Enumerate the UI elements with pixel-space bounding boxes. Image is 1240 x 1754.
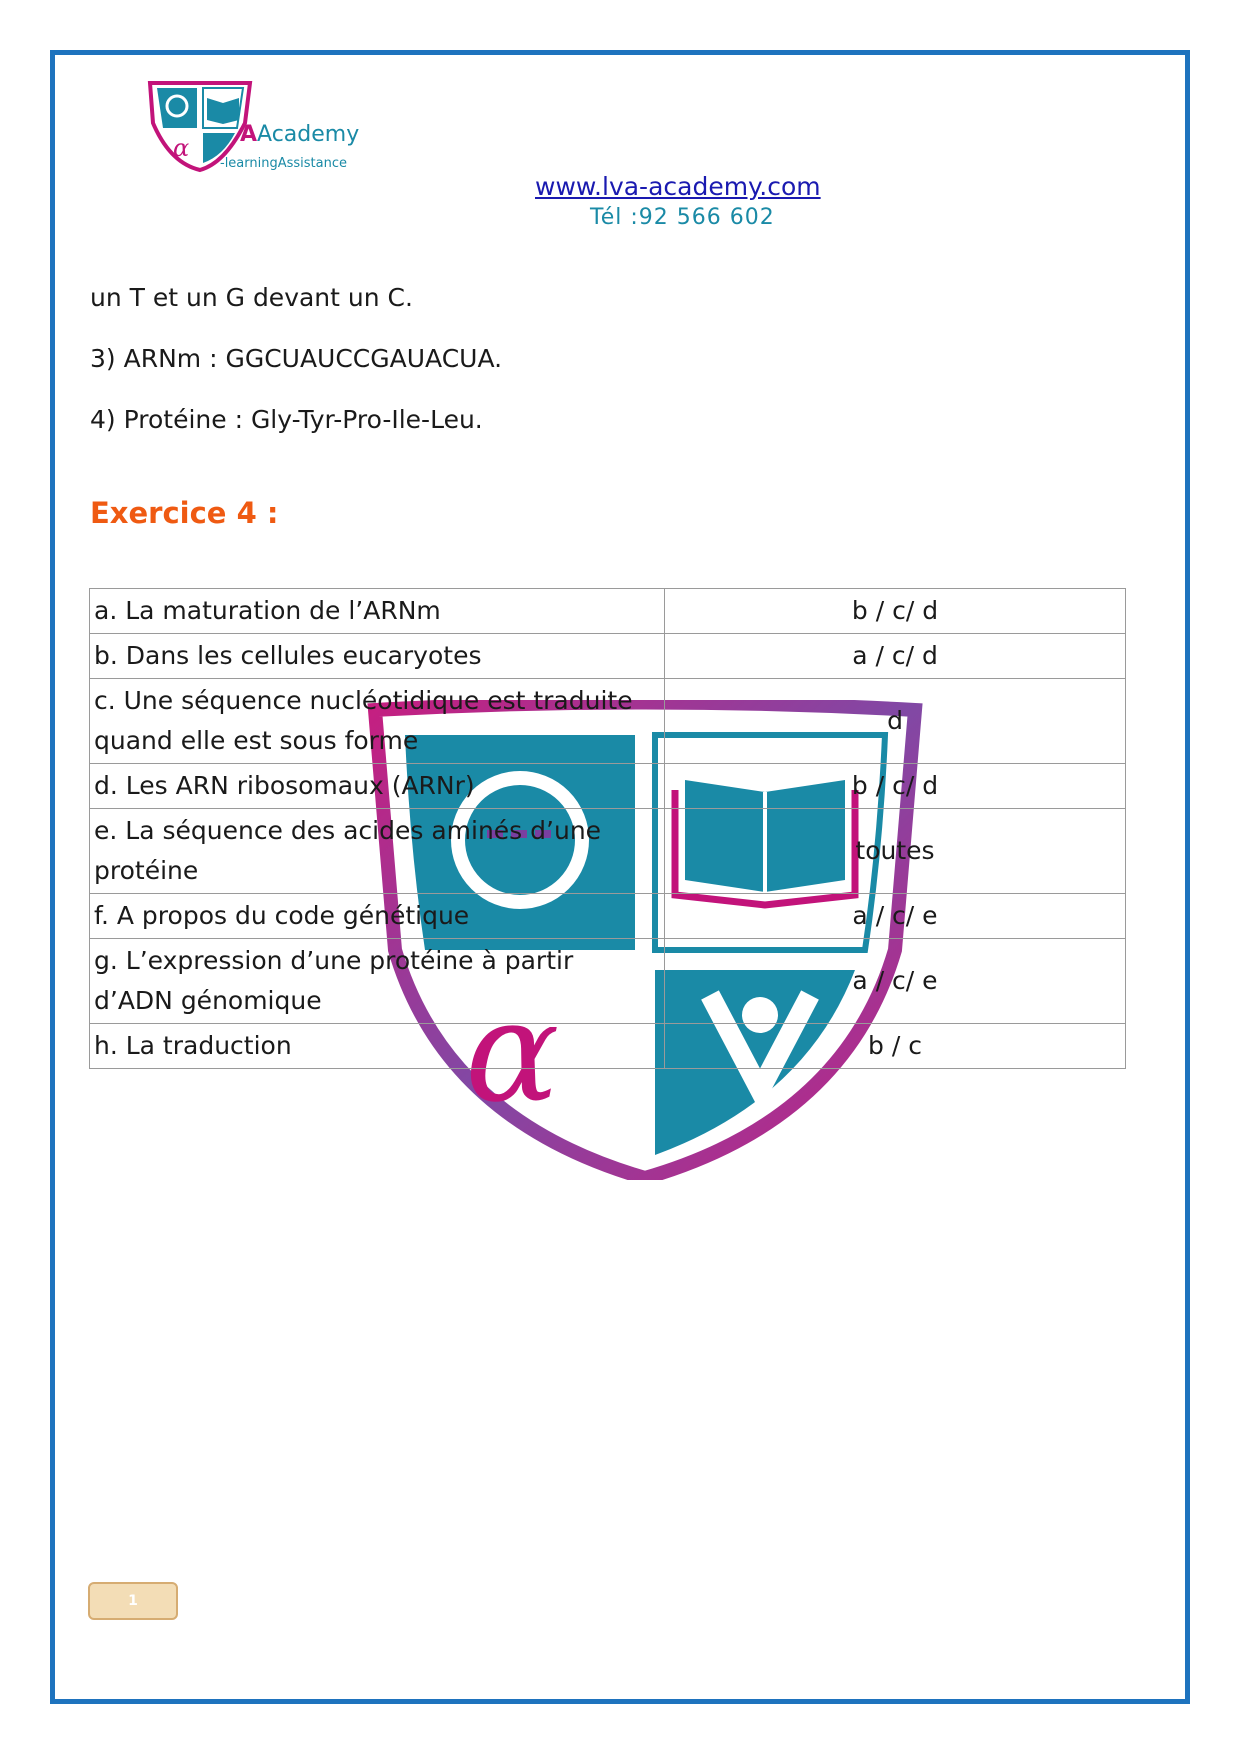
brand-tagline: -learningAssistance [220, 156, 347, 171]
answer-cell: b / c [665, 1024, 1126, 1069]
question-cell: b. Dans les cellules eucaryotes [90, 634, 665, 679]
text-line: un T et un G devant un C. [90, 283, 413, 312]
table-row [90, 589, 1126, 634]
table-row [90, 634, 1126, 679]
page-number: 1 [88, 1582, 178, 1620]
text-line: 3) ARNm : GGCUAUCCGAUACUA. [90, 344, 503, 373]
answer-cell: a / c/ e [665, 894, 1126, 939]
phone-number: Tél :92 566 602 [590, 205, 775, 230]
question-cell: f. A propos du code génétique [90, 894, 665, 939]
brand-name [240, 122, 359, 147]
table-row [90, 764, 1126, 809]
question-cell: c. Une séquence nucléotidique est traduite quand elle est sous forme [90, 679, 665, 764]
answer-cell: d [665, 679, 1126, 764]
table-row [90, 1024, 1126, 1069]
answer-cell: b / c/ d [665, 764, 1126, 809]
brand-suffix: Academy [257, 122, 360, 147]
answer-cell: toutes [665, 809, 1126, 894]
question-cell: g. L’expression d’une protéine à partir d’ADN génomique [90, 939, 665, 1024]
question-cell: h. La traduction [90, 1024, 665, 1069]
svg-text:α: α [173, 134, 190, 162]
table-row [90, 894, 1126, 939]
svg-text:α: α [465, 971, 560, 1134]
table-row [90, 809, 1126, 894]
question-cell: d. Les ARN ribosomaux (ARNr) [90, 764, 665, 809]
brand-prefix: A [240, 122, 258, 147]
answer-cell: a / c/ e [665, 939, 1126, 1024]
answer-cell: a / c/ d [665, 634, 1126, 679]
table-row [90, 939, 1126, 1024]
question-cell: e. La séquence des acides aminés d’une protéine [90, 809, 665, 894]
table-row [90, 679, 1126, 764]
website-link[interactable]: www.lva-academy.com [535, 172, 821, 201]
text-line: 4) Protéine : Gly-Tyr-Pro-Ile-Leu. [90, 405, 483, 434]
answer-table [89, 588, 1126, 1069]
exercise-title: Exercice 4 : [90, 496, 279, 530]
answer-cell: b / c/ d [665, 589, 1126, 634]
question-cell: a. La maturation de l’ARNm [90, 589, 665, 634]
